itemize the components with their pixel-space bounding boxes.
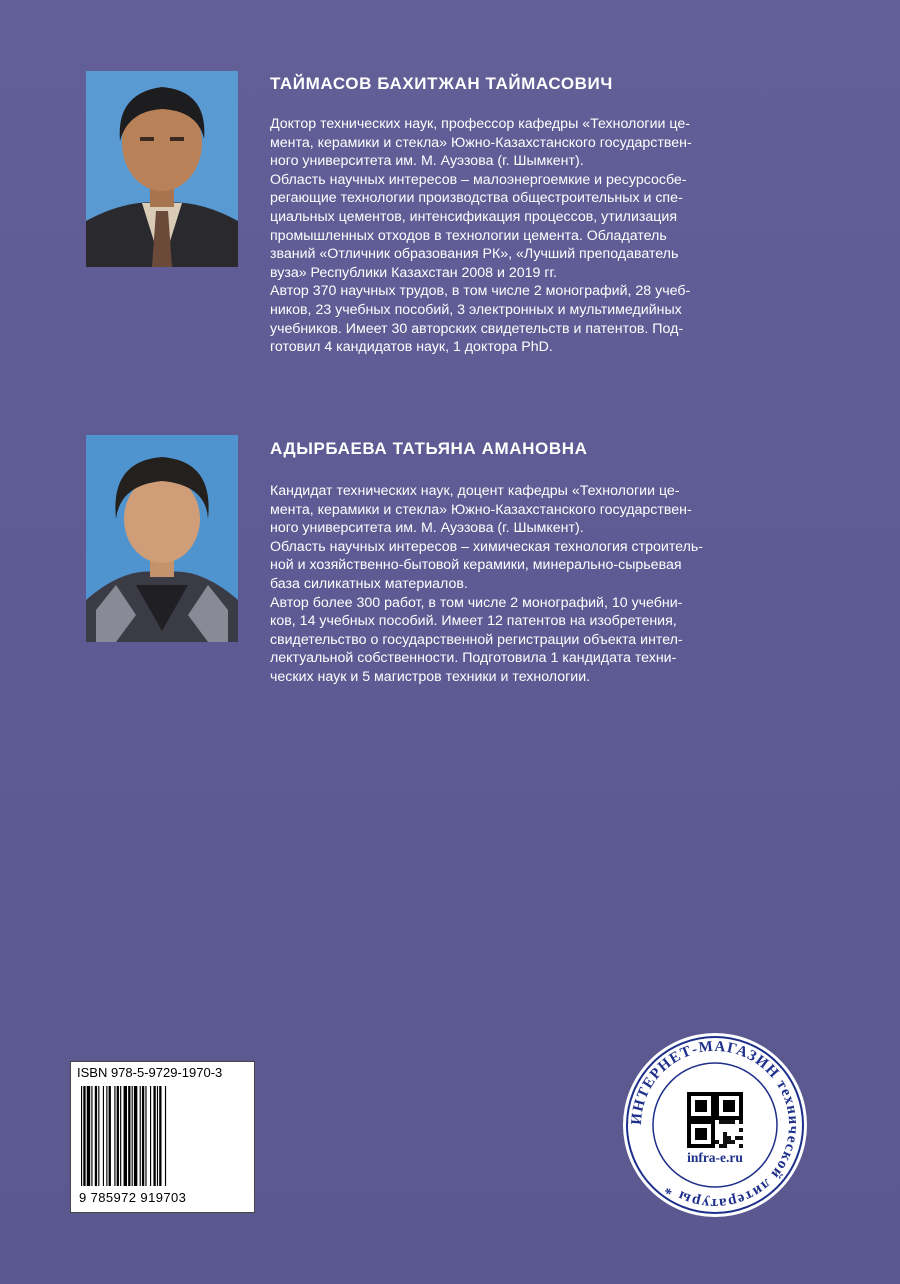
bio-line: ческих наук и 5 магистров техники и технологии. — [270, 668, 591, 685]
barcode-icon — [79, 1086, 246, 1186]
isbn-barcode-block — [70, 1061, 255, 1213]
author-2-photo — [86, 435, 238, 642]
bio-line: ков, 14 учебных пособий. Имеет 12 патентов на изобретения, — [270, 613, 677, 630]
bio-line: Область научных интересов – малоэнергоемкие и ресурсосбе- — [270, 171, 687, 188]
bio-line: Область научных интересов – химическая технология строитель- — [270, 538, 703, 555]
stamp-seal-icon — [620, 1030, 810, 1220]
bio-line: мента, керамики и стекла» Южно-Казахстанского государствен- — [270, 134, 692, 151]
bio-line: Автор более 300 работ, в том числе 2 монографий, 10 учебни- — [270, 594, 683, 611]
stamp-site: infra-e.ru — [687, 1150, 743, 1165]
bio-line: ников, 23 учебных пособий, 3 электронных и мультимедийных — [270, 301, 682, 318]
bio-line: Автор 370 научных трудов, в том числе 2 монографий, 28 учеб- — [270, 283, 691, 300]
bio-line: циальных цементов, интенсификация процессов, утилизация — [270, 208, 678, 225]
bio-line: званий «Отличник образования РК», «Лучший преподаватель — [270, 246, 679, 263]
author-1-photo — [86, 71, 238, 267]
author-2-portrait-icon — [86, 435, 238, 642]
author-1-bio — [270, 115, 770, 357]
store-stamp — [620, 1030, 810, 1220]
bio-line: мента, керамики и стекла» Южно-Казахстанского государствен- — [270, 501, 692, 518]
bio-line: свидетельство о государственной регистрации объекта интел- — [270, 631, 683, 648]
bio-line: учебников. Имеет 30 авторских свидетельств и патентов. Под- — [270, 320, 684, 337]
bio-line: лектуальной собственности. Подготовила 1 кандидата техни- — [270, 650, 677, 667]
bio-line: готовил 4 кандидатов наук, 1 доктора PhD. — [270, 339, 553, 356]
bio-line: Кандидат технических наук, доцент кафедры «Технологии це- — [270, 483, 680, 499]
barcode-digits: 9 785972 919703 — [79, 1190, 187, 1205]
author-1-name: ТАЙМАСОВ БАХИТЖАН ТАЙМАСОВИЧ — [270, 74, 613, 93]
bio-line: промышленных отходов в технологии цемента. Обладатель — [270, 227, 667, 244]
author-2-name: АДЫРБАЕВА ТАТЬЯНА АМАНОВНА — [270, 439, 588, 458]
isbn-label: ISBN 978-5-9729-1970-3 — [77, 1065, 223, 1080]
bio-line: ного университета им. М. Ауэзова (г. Шымкент). — [270, 520, 584, 537]
author-1-portrait-icon — [86, 71, 238, 267]
bio-line: ной и хозяйственно-бытовой керамики, минерально-сырьевая — [270, 557, 682, 574]
author-2-bio — [270, 482, 770, 687]
bio-line: ного университета им. М. Ауэзова (г. Шымкент). — [270, 153, 584, 170]
bio-line: Доктор технических наук, профессор кафедры «Технологии це- — [270, 116, 690, 132]
bio-line: вуза» Республики Казахстан 2008 и 2019 гг. — [270, 264, 557, 281]
bio-line: база силикатных материалов. — [270, 575, 468, 592]
bio-line: регающие технологии производства общестроительных и спе- — [270, 190, 683, 207]
svg-text:ИНТЕРНЕТ-МАГАЗИН технической л: ИНТЕРНЕТ-МАГАЗИН технической литературы * — [628, 1038, 802, 1212]
